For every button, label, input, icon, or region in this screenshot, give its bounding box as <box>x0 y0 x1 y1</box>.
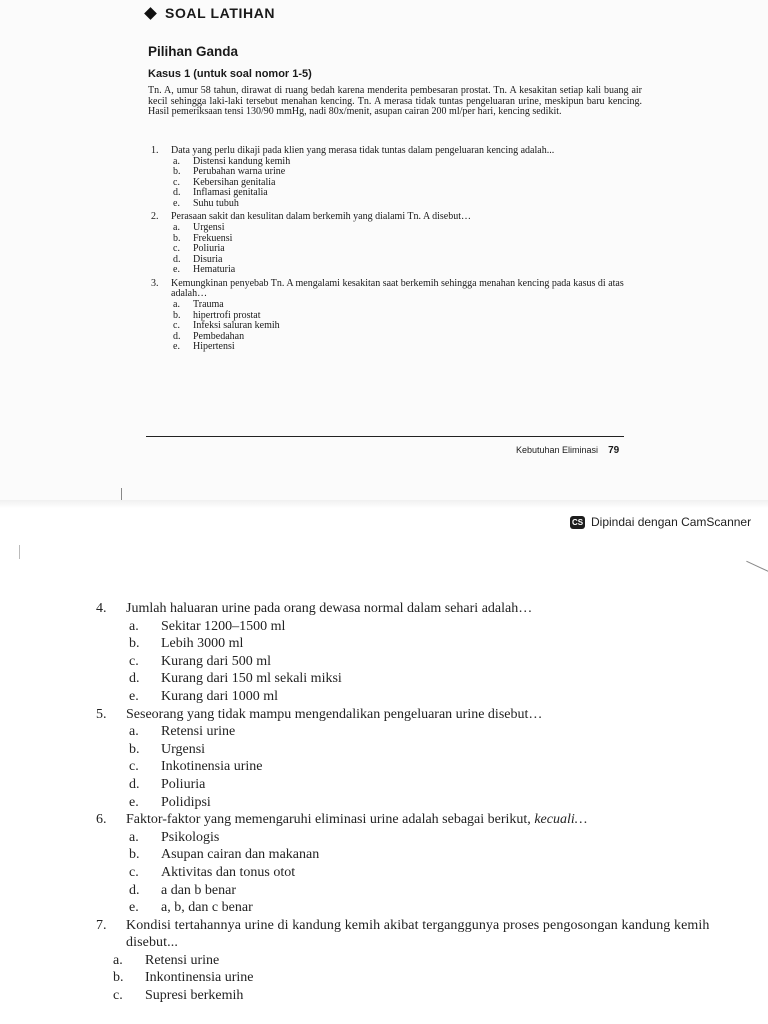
scan-artifact <box>19 545 20 559</box>
option-letter: e. <box>173 264 180 276</box>
option-letter: b. <box>173 232 181 244</box>
option-text: a, b, dan c benar <box>161 900 253 916</box>
option-text: a dan b benar <box>161 882 237 898</box>
camscanner-watermark <box>570 515 751 529</box>
option-text: Poliuria <box>193 243 225 255</box>
answer-option <box>173 199 641 210</box>
option-letter: a. <box>173 298 180 310</box>
answer-option <box>129 670 746 688</box>
section-heading <box>146 5 275 21</box>
option-text: Supresi berkemih <box>145 988 244 1004</box>
question-text: Data yang perlu dikaji pada klien yang merasa tidak tuntas dalam pengeluaran kencing adalah... <box>171 145 555 156</box>
question-text: Kemungkinan penyebab Tn. A mengalami kesakitan saat berkemih sehingga menahan kencing pada kasus di atas adalah… <box>171 277 624 300</box>
option-text: Perubahan warna urine <box>193 166 286 178</box>
option-text: Polidipsi <box>161 794 211 810</box>
option-letter: d. <box>129 882 140 898</box>
option-text: hipertrofi prostat <box>193 309 261 321</box>
option-text: Suhu tubuh <box>193 197 239 209</box>
answer-option <box>129 864 746 882</box>
answer-option <box>129 653 746 671</box>
camscanner-logo-icon: CS <box>571 517 584 527</box>
question-number: 5. <box>96 706 107 722</box>
option-letter: b. <box>129 636 140 652</box>
subtitle: Pilihan Ganda <box>148 44 239 59</box>
question-4 <box>96 600 746 706</box>
option-letter: b. <box>129 847 140 863</box>
question-text: Perasaan sakit dan kesulitan dalam berkemih yang dialami Tn. A disebut… <box>171 211 472 223</box>
option-text: Kurang dari 500 ml <box>161 653 272 669</box>
question-number: 6. <box>96 812 107 828</box>
answer-option <box>129 635 746 653</box>
option-letter: e. <box>129 900 139 916</box>
answer-option <box>173 332 641 343</box>
option-text: Hematuria <box>193 264 236 276</box>
option-letter: a. <box>113 952 123 968</box>
answer-option <box>173 265 641 276</box>
option-letter: b. <box>129 741 140 757</box>
option-letter: e. <box>173 341 180 353</box>
option-text: Aktivitas dan tonus otot <box>161 864 296 880</box>
option-letter: a. <box>173 155 180 167</box>
option-text: Inflamasi genitalia <box>193 187 268 199</box>
option-text: Sekitar 1200–1500 ml <box>161 618 286 634</box>
question-number: 4. <box>96 601 107 616</box>
question-text: Faktor-faktor yang memengaruhi eliminasi urine adalah sebagai berikut, <box>126 812 531 828</box>
answer-option <box>129 776 746 794</box>
option-letter: c. <box>129 864 139 880</box>
answer-option <box>173 244 641 255</box>
question-number: 1. <box>151 145 159 156</box>
option-text: Retensi urine <box>161 724 236 740</box>
option-text: Trauma <box>193 298 224 310</box>
option-letter: c. <box>173 243 180 255</box>
answer-option <box>129 688 746 706</box>
option-letter: b. <box>113 970 124 986</box>
answer-option <box>173 188 641 199</box>
option-letter: d. <box>173 330 181 342</box>
question-text: Jumlah haluaran urine pada orang dewasa normal dalam sehari adalah… <box>126 601 533 616</box>
option-text: Disuria <box>193 253 223 265</box>
answer-option <box>113 969 746 987</box>
answer-option <box>173 223 641 234</box>
option-text: Infeksi saluran kemih <box>193 320 280 332</box>
option-letter: d. <box>129 776 140 792</box>
footer-label: Kebutuhan Eliminasi <box>516 445 599 455</box>
watermark-label: Dipindai dengan CamScanner <box>591 515 752 529</box>
question-5 <box>96 706 746 812</box>
option-text: Inkotinensia urine <box>161 759 263 775</box>
section-title: SOAL LATIHAN <box>165 5 276 21</box>
answer-option <box>129 618 746 636</box>
option-text: Distensi kandung kemih <box>193 155 291 167</box>
option-letter: c. <box>113 988 123 1004</box>
option-letter: c. <box>129 653 139 669</box>
option-text: Asupan cairan dan makanan <box>161 847 320 863</box>
option-letter: b. <box>173 166 181 178</box>
page-edge-shadow <box>0 500 768 508</box>
option-letter: a. <box>129 618 139 634</box>
diamond-bullet-icon <box>144 7 157 20</box>
answer-option <box>113 987 746 1005</box>
option-text: Urgensi <box>161 741 206 757</box>
option-text: Frekuensi <box>193 232 233 244</box>
case-title: Kasus 1 (untuk soal nomor 1-5) <box>148 68 312 80</box>
option-letter: a. <box>129 724 139 740</box>
page-footer <box>516 445 619 456</box>
answer-option <box>113 952 746 970</box>
questions-page2 <box>96 600 746 1005</box>
option-letter: d. <box>173 253 181 265</box>
option-text: Pembedahan <box>193 330 245 342</box>
question-number: 3. <box>151 277 159 289</box>
option-text: Kurang dari 1000 ml <box>161 688 279 704</box>
option-letter: e. <box>129 688 139 704</box>
question-text: Seseorang yang tidak mampu mengendalikan pengeluaran urine disebut… <box>126 706 543 722</box>
option-letter: d. <box>173 187 181 199</box>
question-emphasis: kecuali… <box>534 812 588 828</box>
question-1 <box>151 146 641 209</box>
question-7 <box>96 917 746 1005</box>
answer-option <box>129 741 746 759</box>
option-text: Psikologis <box>161 829 220 845</box>
option-letter: a. <box>129 829 139 845</box>
option-text: Lebih 3000 ml <box>161 636 244 652</box>
option-letter: a. <box>173 221 180 233</box>
answer-option <box>129 899 746 917</box>
option-text: Retensi urine <box>145 952 220 968</box>
answer-option <box>173 255 641 266</box>
option-letter: c. <box>129 759 139 775</box>
answer-option <box>129 723 746 741</box>
case-description: Tn. A, umur 58 tahun, dirawat di ruang bedah karena menderita pembesaran prostat. Tn. A kesakitan setiap kali buang air kecil sehingga laki-laki tersebut menahan kencing. Tn. A merasa tidak tuntas pengeluaran urine, meskipun baru kencing. Hasil pemeriksaan tensi 130/90 mmHg, nadi 80x/menit, asupan cairan 200 ml/per hari, kencing sedikit. <box>148 85 642 117</box>
question-3 <box>151 279 641 353</box>
option-letter: d. <box>129 671 140 687</box>
question-6 <box>96 811 746 917</box>
option-letter: b. <box>173 309 181 321</box>
answer-option <box>129 846 746 864</box>
option-text: Kurang dari 150 ml sekali miksi <box>161 671 342 687</box>
answer-option <box>129 829 746 847</box>
option-letter: c. <box>173 320 180 332</box>
question-text: Kondisi tertahannya urine di kandung kemih akibat terganggunya proses pengosongan kandung kemih disebut... <box>126 917 710 951</box>
answer-option <box>129 794 746 812</box>
option-letter: e. <box>129 794 139 810</box>
option-text: Kebersihan genitalia <box>193 176 276 188</box>
page-number: 79 <box>608 445 620 456</box>
answer-option <box>173 300 641 311</box>
answer-option <box>129 882 746 900</box>
question-number: 2. <box>151 211 159 223</box>
option-text: Hipertensi <box>193 341 235 353</box>
question-2 <box>151 212 641 275</box>
answer-option <box>173 234 641 245</box>
option-text: Inkontinensia urine <box>145 970 254 986</box>
answer-option <box>173 342 641 353</box>
option-text: Urgensi <box>193 221 225 233</box>
option-letter: e. <box>173 197 180 209</box>
option-letter: c. <box>173 176 180 188</box>
questions-page1 <box>151 146 641 353</box>
question-number: 7. <box>96 917 107 933</box>
page-fold-mark <box>121 488 128 500</box>
option-text: Poliuria <box>161 776 206 792</box>
answer-option <box>129 758 746 776</box>
footer-divider <box>146 436 624 437</box>
